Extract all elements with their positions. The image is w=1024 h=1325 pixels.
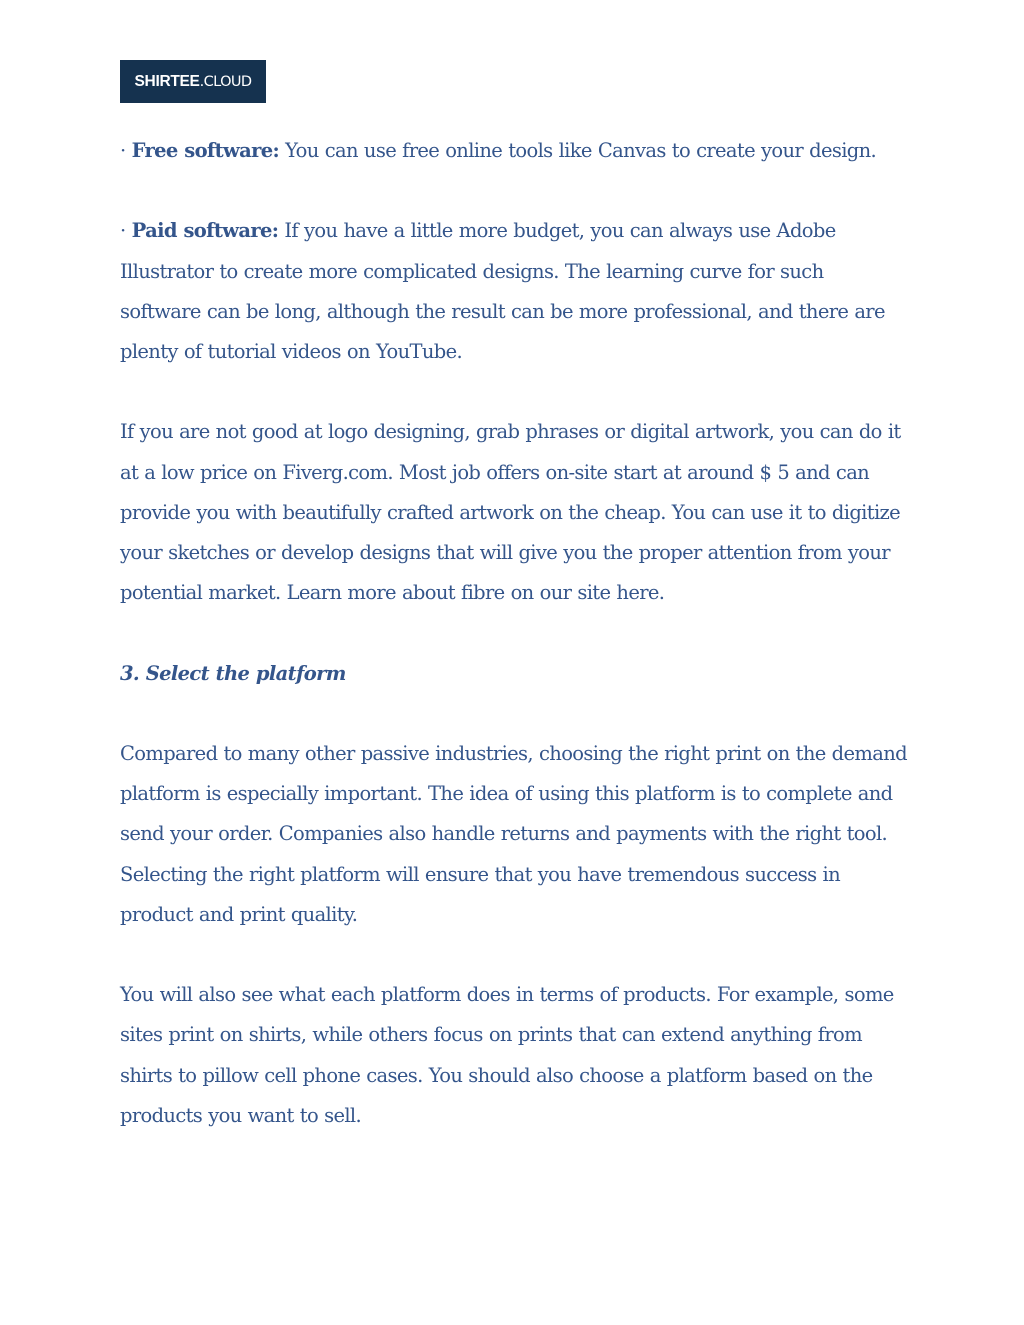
free-software-paragraph (120, 131, 910, 171)
paid-software-paragraph (120, 211, 910, 372)
free-software-label: Free software: (131, 139, 280, 162)
paid-software-label: Paid software: (131, 219, 279, 243)
platform-paragraph: Compared to many other passive industries, choosing the right print on the demand platform is especially important. The idea of using this platform is to complete and send your order. Companies also handle returns and payments with the right tool. Selecting the right platform will ensure that you have tremendous success in product and print quality. (120, 741, 907, 926)
bullet: · (120, 139, 126, 162)
logo-brand-text: SHIRTEE (134, 72, 200, 90)
free-software-text: You can use free online tools like Canvas to create your design. (285, 139, 877, 162)
products-paragraph: You will also see what each platform does in terms of products. For example, some sites print on shirts, while others focus on prints that can extend anything from shirts to pillow cell phone cases. You should also choose a platform based on the products you want to sell. (120, 983, 894, 1127)
paid-software-text: If you have a little more budget, you can always use Adobe Illustrator to create more complicated designs. The learning curve for such software can be long, although the result can be more professional, and there are plenty of tutorial videos on YouTube. (120, 219, 885, 363)
section-heading: 3. Select the platform (120, 661, 346, 685)
fiverr-paragraph: If you are not good at logo designing, grab phrases or digital artwork, you can do it at a low price on Fiverg.com. Most job offers on-site start at around $ 5 and can provide you with beautifully crafted artwork on the cheap. You can use it to digitize your sketches or develop designs that will give you the proper attention from your potential market. Learn more about fibre on our site here. (120, 420, 901, 605)
shirtee-cloud-logo (120, 60, 266, 103)
bullet: · (120, 219, 126, 243)
logo-domain-text: .CLOUD (199, 73, 252, 90)
article-body (120, 131, 910, 1136)
